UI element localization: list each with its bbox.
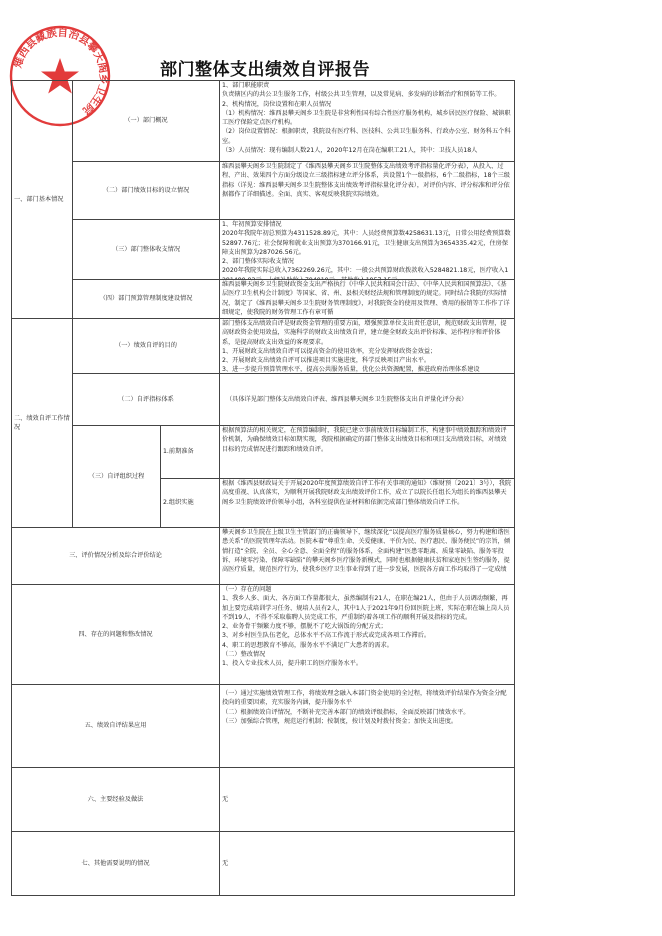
text-line: （一）通过实施绩效管理工作，将绩效理念融入本部门资金使用的全过程，将绩效评价结果作为资金分配投向的重要因素，充实服务内涵，提升服务水平 xyxy=(222,690,507,707)
prep-content xyxy=(220,426,515,479)
impl-content xyxy=(220,479,515,528)
experience-content xyxy=(220,768,515,832)
page-title: 部门整体支出绩效自评报告 xyxy=(160,60,370,80)
text-line: 根据《维西县财政局关于开展2020年度预算绩效自评工作有关事项的通知》（维财预〔2021〕3号），我院高度重视、认真落实，为顺利开展我院财政支出绩效评价工作，成立了以院长任组长为组长的维西县攀天阁乡卫生院绩效评价领导小组，各科室提供佐证材料和依据完成部门整体绩效自评工作。 xyxy=(222,480,512,506)
text-line: 2020年我院年初总预算为4311528.89元，其中：人员经费预算数4258631.13元，日常公用经费预算数52897.76元；社会保障和就业支出预算为370166.91元，卫生健康支出预算为3654335.42元，住房保障支出预算为287026.56元。 xyxy=(222,230,511,256)
purpose-content xyxy=(220,319,515,374)
row-label-impl: 2.组织实施 xyxy=(161,479,220,528)
income-content xyxy=(220,220,515,280)
target-content xyxy=(220,162,515,220)
row-label-experience: 六、主要经验及做法 xyxy=(12,768,220,832)
text-line: （1）机构情况：维西县攀天阁乡卫生院是非营利性国有综合性医疗服务机构，城乡居民医疗保险、城镇职工医疗保险定点医疗机构。 xyxy=(222,109,511,127)
text-line: 2、业务骨干频繁力度不够，摆脱不了吃大锅饭的分配方式； xyxy=(222,623,387,631)
row-label-mgmt: （四）部门预算管理制度建设情况 xyxy=(73,280,220,319)
mgmt-content xyxy=(220,280,515,319)
row-label-income: （三）部门整体收支情况 xyxy=(73,220,220,280)
text-line: 2、开展财政支出绩效自评可以推进项目实施进度，科学反映项目产出水平。 xyxy=(222,357,431,365)
text-line: （具体详见部门整体支出绩效自评表、维西县攀天阁乡卫生院整体支出自评量化评分表） xyxy=(226,395,468,403)
row-label-overview: （一）部门概况 xyxy=(73,81,220,162)
text-line: 部门整体支出绩效自评是财政资金管理的重要方面，增强预算单位支出责任意识，规范财政支出管理，提高财政资金使用效益，实施科学的财政支出绩效自评，建立健全财政支出评价标准、运作程序和评价体系，是提高财政支出效益的客观要求。 xyxy=(222,320,507,346)
text-line: 1、年初预算安排情况 xyxy=(222,221,282,228)
text-line: 负责辖区内的共公卫生服务工作，村级公共卫生管理，以及常见病、多发病的诊断治疗和预防等工作。 xyxy=(222,91,501,99)
text-line: （三）加强综合管理，规范运行机制；按制度，按计划及时拨付资金；加快支出进度。 xyxy=(222,717,458,725)
text-line: 3、进一步提升预算管理水平，提高公共服务质量，优化公共资源配置，推进政府治理体系建设 xyxy=(222,366,480,373)
text-line: 1、开展财政支出绩效自评可以提高资金的使用效率，充分发挥财政资金效益； xyxy=(222,347,437,355)
svg-text:雉西县藏族自治县攀天阁乡卫生院: 雉西县藏族自治县攀天阁乡卫生院 xyxy=(11,26,110,117)
conclusion-content xyxy=(220,528,515,585)
problems-content xyxy=(220,585,515,685)
section-label-self-eval: 二、绩效自评工作情况 xyxy=(12,319,73,528)
text-line: 维西县攀天阁乡卫生院制定了《维西县攀天阁乡卫生院整体支出绩效考评指标量化评分表》，从投入、过程、产出、效果四个方面分级设立三级指标建立评分体系，共设置1个一级指标，6个二级指标，18个三级指标（详见：维西县攀天阁乡卫生院整体支出绩效考评指标量化评分表），对评价内容、评分标准和评分依据都作了详细描述。全面、真实、客观反映我院实际绩效。 xyxy=(222,163,510,198)
row-label-target: （二）部门绩效目标的设立情况 xyxy=(73,162,220,220)
text-line: 1、我乡人多、面大、各方面工作量都很大，虽然编制有21人，在职在编21人，但由于人员调动频繁，再加上要完成培训学习任务、规培人员有2人，其中1人于2021年9月份回医院上班，实际在职在编上岗人员不到19人，不得不采取临聘人员完成工作，严重制约着各项工作的顺利开展及指标的完成。 xyxy=(222,595,510,621)
text-line: 根据预算法的相关规定，在预算编制时，我院已建立事前绩效目标编制工作，构建事中绩效跟踪和绩效评价机制，为确保绩效目标如期实现，我院根据确定的部门整体支出绩效目标和项目支出绩效目标，对绩效目标的完成情况进行跟踪和绩效自评。 xyxy=(222,427,507,453)
text-line: （3）人员情况：现有编制人数21人，2020年12月在岗在编职工21人，其中：卫技人员18人 xyxy=(222,147,478,155)
row-label-process: （三）自评组织过程 xyxy=(73,426,161,528)
overview-content xyxy=(220,81,515,162)
text-line: 攀天阁乡卫生院在上级卫生主管部门的正确领导下，继续深化“以提高医疗服务质量核心，努力构建和谐医患关系”的医院管理年活动。医院本着“尊重生命、关爱健康、平价为民、医疗惠民、服务便民”的宗旨，倾情打造“全院、全员、全心全意、全面全程”的服务体系，全面构建“医患零距离、质量零缺陷、服务零投诉、环境零污染、保障零缺陷”的攀天阁乡医疗服务新模式，同时也根据健康扶贫和家庭医生签约服务，提高医疗质量，规范医疗行为，使我乡医疗卫生事业得到了进一步发展，医院各方面工作均取得了一定成绩 xyxy=(222,529,511,574)
row-label-prep: 1.前期准备 xyxy=(161,426,220,479)
text-line: 无 xyxy=(222,859,229,867)
text-line: 4、职工的思想教育不够高，服务水平不满足广大患者的需求。 xyxy=(222,641,393,649)
text-line: （2）岗位设置情况：根据职责，我院设有医疗科、医技科、公共卫生服务科、行政办公室、财务科五个科室。 xyxy=(222,128,511,145)
text-line: 2020年我院实际总收入7362269.26元，其中：一般公共预算财政拨款收入5284821.18元，医疗收入1 xyxy=(222,267,509,275)
text-line: 2、部门整体实际收支情况 xyxy=(222,258,294,266)
row-label-system: （二）自评指标体系 xyxy=(73,374,220,426)
row-label-conclusion: 三、评价情况分析及综合评价结论 xyxy=(12,528,220,585)
row-label-problems: 四、存在的问题和整改情况 xyxy=(12,585,220,685)
section-label-basic: 一、部门基本情况 xyxy=(12,81,73,319)
text-line: （二）整改情况 xyxy=(222,651,266,659)
report-table xyxy=(11,80,515,896)
text-line: 1、部门职能职责 xyxy=(222,82,270,89)
text-line: （二）根据绩效自评情况，不断补充完善本部门的绩效评级指标，全面反映部门绩效水平。 xyxy=(222,708,470,716)
row-label-other: 七、其他需要说明的情况 xyxy=(12,832,220,896)
text-line: 2、机构情况，岗位设置和在职人员情况 xyxy=(222,100,332,108)
application-content xyxy=(220,685,515,768)
system-content xyxy=(220,374,515,426)
row-label-purpose: （一）绩效自评的目的 xyxy=(73,319,220,374)
text-line: 3、对乡村医生队伍老化，总体水平不高工作流于形式或完成各项工作滞后。 xyxy=(222,632,431,640)
text-line: 1、投入专业技术人员，提升职工的医疗服务水平。 xyxy=(222,660,363,668)
text-line: 维西县攀天阁乡卫生院财政资金支出严格执行《中华人民共和国会计法》、《中华人民共和国预算法》、《基层医疗卫生机构会计制度》等国家、省、州、县相关财经法规和管理制度的规定。同时结合我院的实际情况，制定了《维西县攀天阁乡卫生院财务管理制度》，对我院资金的使用及管理、费用的报销等工作作了详细规定，使我院的财务管理工作有章可循 xyxy=(222,281,510,316)
other-content xyxy=(220,832,515,896)
row-label-application: 五、绩效自评结果应用 xyxy=(12,685,220,768)
text-line: （一）存在的问题 xyxy=(222,586,272,593)
text-line: 无 xyxy=(222,795,229,803)
